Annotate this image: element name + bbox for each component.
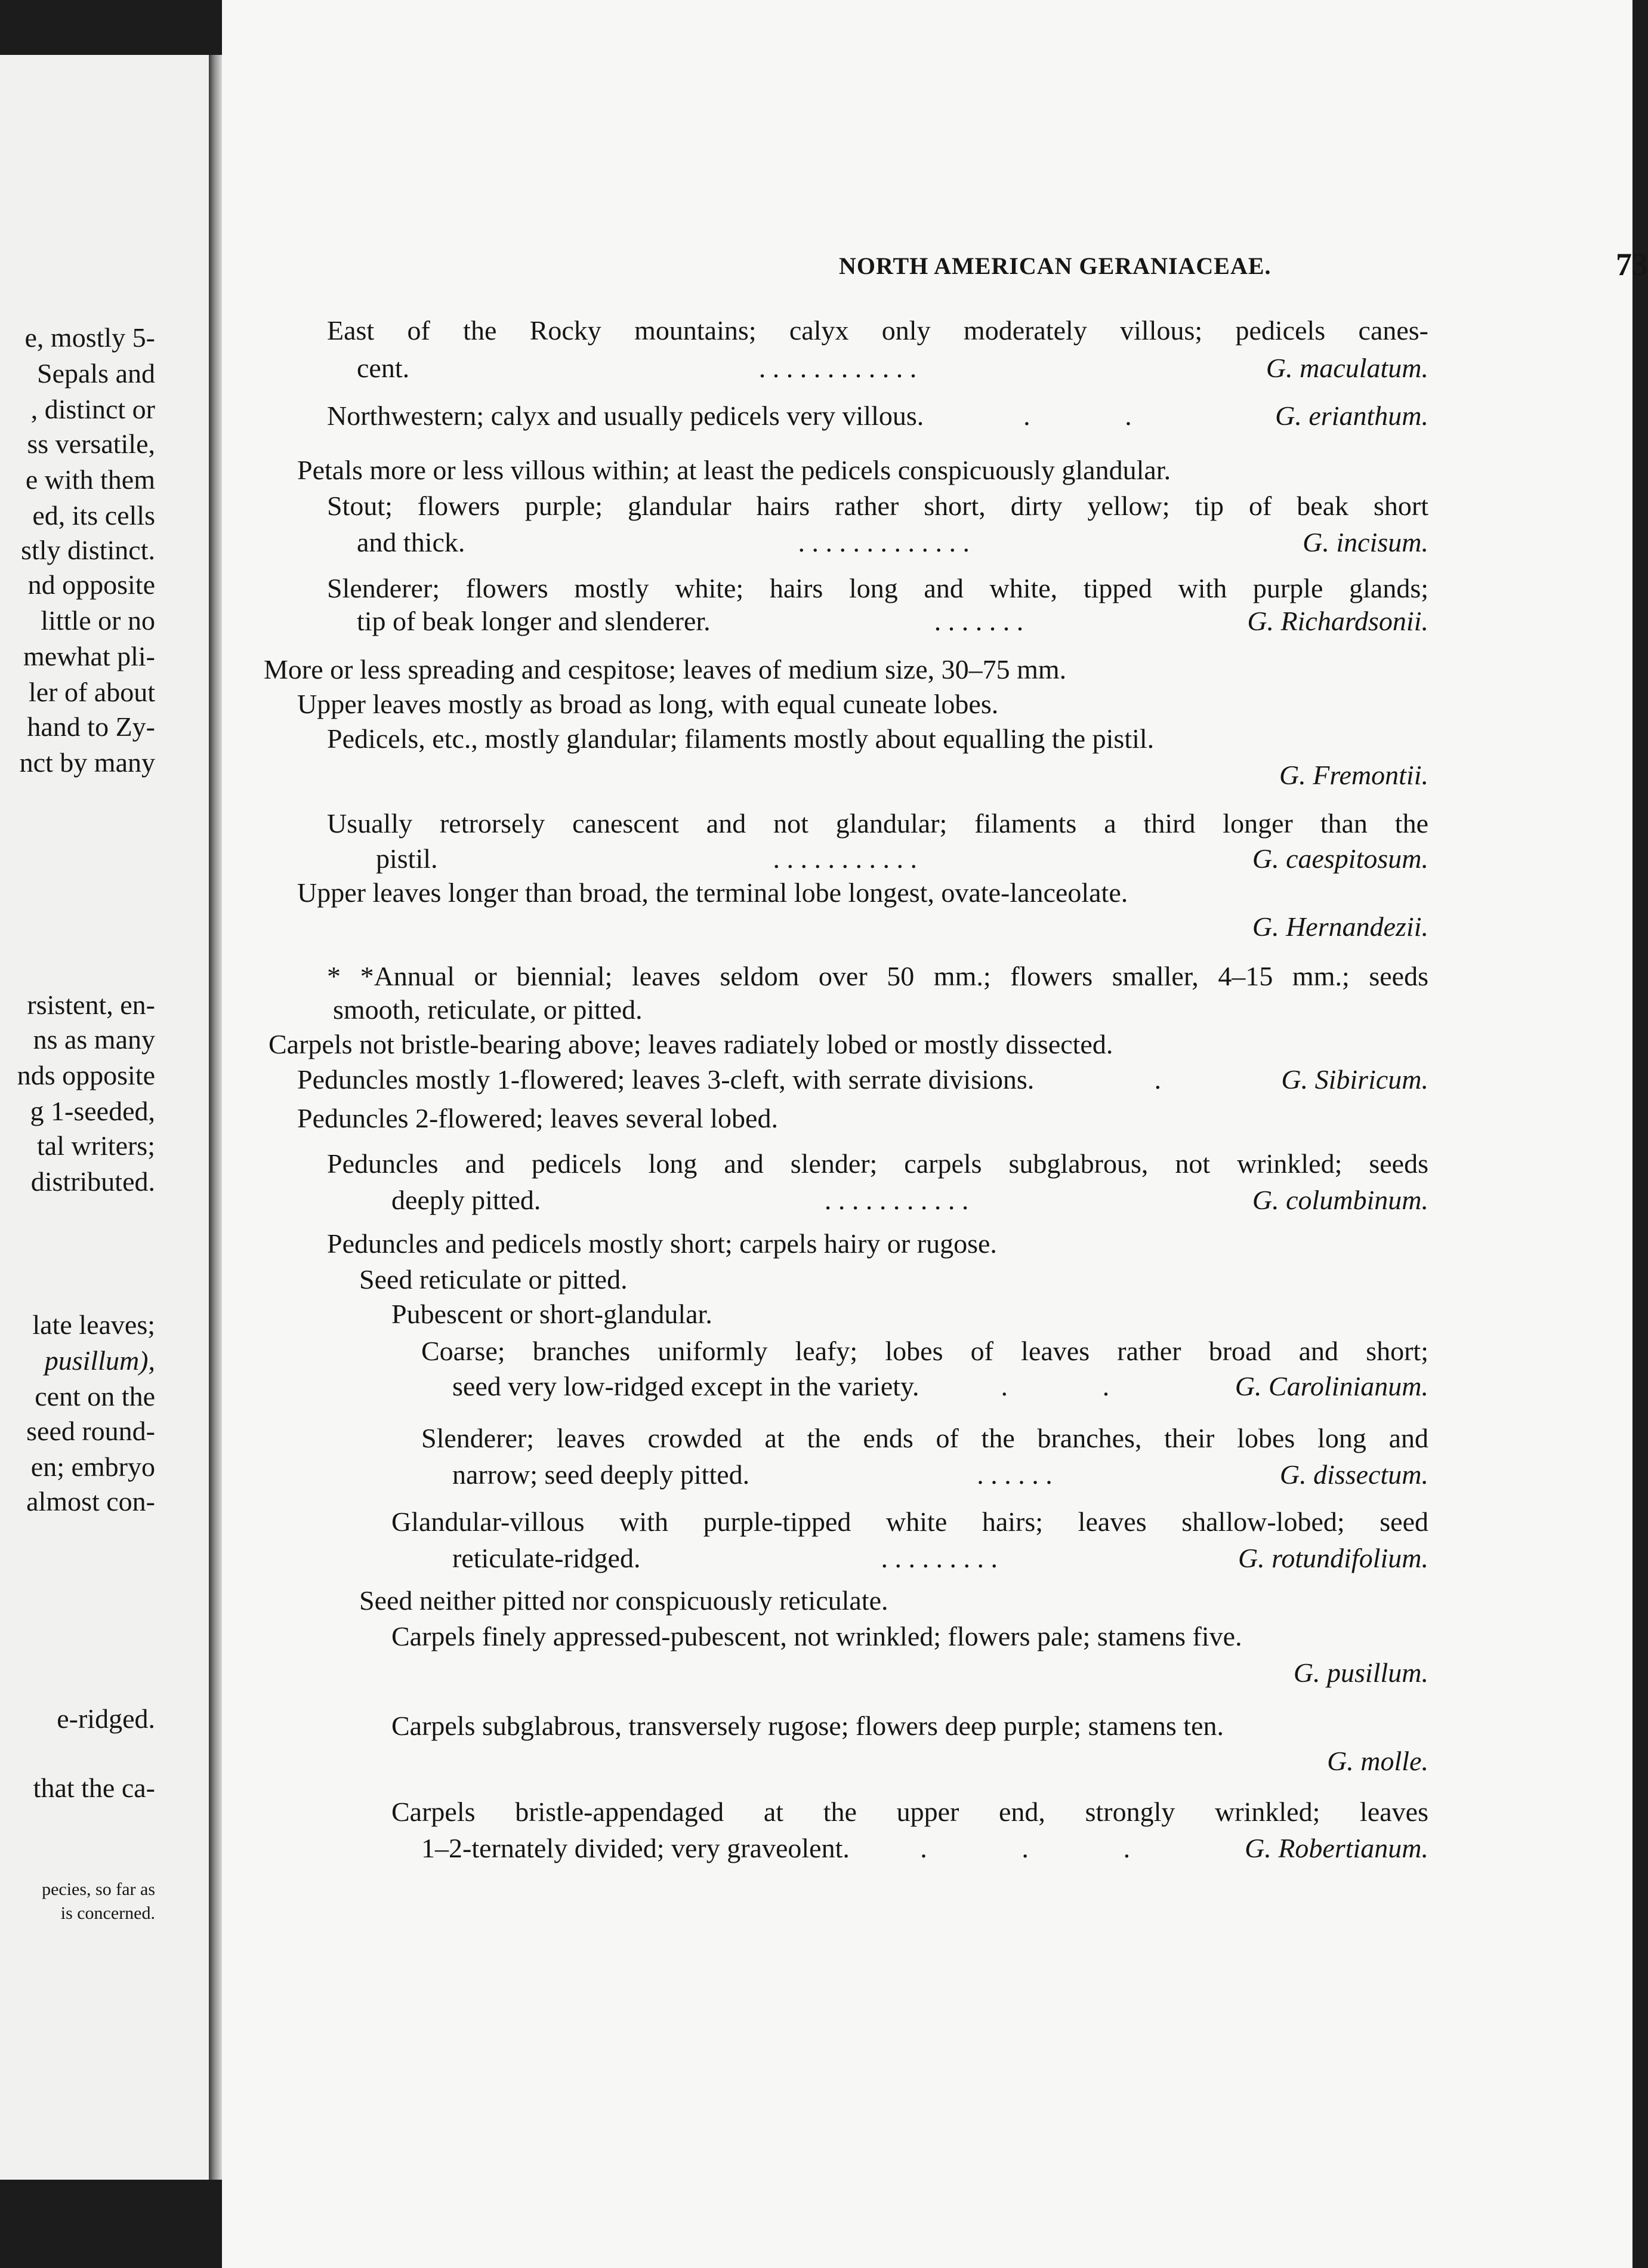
key-line: reticulate-ridged. . . . . . . . . . G. rotundifolium.	[452, 1543, 1428, 1573]
key-line: Carpels finely appressed-pubescent, not wrinkled; flowers pale; stamens five.	[391, 1621, 1242, 1651]
key-line: Carpels subglabrous, transversely rugose; flowers deep purple; stamens ten.	[391, 1711, 1224, 1741]
species-name: G. Richardsonii.	[1247, 606, 1428, 636]
species-name: G. Hernandezii.	[1252, 911, 1428, 942]
species-name: G. Fremontii.	[1279, 760, 1428, 790]
species-name: G. Robertianum.	[1245, 1833, 1428, 1863]
key-line: seed very low-ridged except in the variety. . . G. Carolinianum.	[452, 1371, 1428, 1401]
left-page-line: nct by many	[19, 747, 155, 778]
species-name: G. erianthum.	[1275, 400, 1428, 431]
key-line: Petals more or less villous within; at least the pedicels conspicuously glandular.	[297, 455, 1171, 485]
left-page-line: hand to Zy-	[27, 711, 155, 742]
key-line: Slenderer; flowers mostly white; hairs long and white, tipped with purple glands;	[327, 573, 1428, 603]
left-page-line: g 1-seeded,	[30, 1096, 155, 1126]
key-line: tip of beak longer and slenderer. . . . . . . . G. Richardsonii.	[357, 606, 1428, 636]
left-page-line: ss versatile,	[27, 429, 155, 459]
left-page-line: almost con-	[26, 1486, 155, 1517]
key-line: Northwestern; calyx and usually pedicels very villous. . . G. erianthum.	[327, 400, 1428, 431]
left-page-line: ed, its cells	[32, 500, 155, 531]
key-line: cent. . . . . . . . . . . . . G. maculatum.	[357, 353, 1428, 383]
key-line: narrow; seed deeply pitted. . . . . . . G. dissectum.	[452, 1459, 1428, 1490]
key-line: * *Annual or biennial; leaves seldom over 50 mm.; flowers smaller, 4–15 mm.; seeds	[327, 961, 1428, 991]
species-name: G. dissectum.	[1279, 1459, 1428, 1490]
left-page-footnote: is concerned.	[60, 1903, 155, 1923]
left-page-line: , distinct or	[30, 394, 155, 424]
species-name: G. pusillum.	[1293, 1657, 1428, 1688]
key-line: Pedicels, etc., mostly glandular; filaments mostly about equalling the pistil.	[327, 723, 1155, 754]
left-page-line: nd opposite	[27, 569, 155, 600]
left-page-line: ns as many	[33, 1024, 155, 1055]
left-page-footnote: pecies, so far as	[42, 1879, 155, 1899]
left-page-line: stly distinct.	[21, 535, 155, 565]
key-line: Stout; flowers purple; glandular hairs rather short, dirty yellow; tip of beak short	[327, 491, 1428, 521]
key-line: More or less spreading and cespitose; leaves of medium size, 30–75 mm.	[264, 654, 1067, 685]
running-header: NORTH AMERICAN GERANIACEAE.	[839, 252, 1272, 279]
left-page-line: e, mostly 5-	[24, 322, 155, 353]
key-line: East of the Rocky mountains; calyx only moderately villous; pedicels canes-	[327, 315, 1428, 346]
key-line: Peduncles and pedicels long and slender; carpels subglabrous, not wrinkled; seeds	[327, 1148, 1428, 1179]
species-name: G. molle.	[1327, 1746, 1428, 1776]
left-page-line: seed round-	[26, 1416, 155, 1446]
key-line: Pubescent or short-glandular.	[391, 1299, 712, 1329]
left-page-line: ler of about	[28, 677, 155, 707]
species-name: G. columbinum.	[1252, 1185, 1428, 1215]
left-page-line: late leaves;	[32, 1309, 155, 1340]
left-page-line: rsistent, en-	[27, 990, 155, 1020]
key-line: Usually retrorsely canescent and not glandular; filaments a third longer than the	[327, 808, 1428, 839]
left-page-line: cent on the	[35, 1381, 155, 1412]
left-page-line: little or no	[41, 605, 155, 636]
key-line: Slenderer; leaves crowded at the ends of the branches, their lobes long and	[421, 1423, 1428, 1453]
key-line: Seed reticulate or pitted.	[359, 1264, 628, 1295]
key-line: 1–2-ternately divided; very graveolent. . . . G. Robertianum.	[421, 1833, 1428, 1863]
key-line: Carpels bristle-appendaged at the upper end, strongly wrinkled; leaves	[391, 1796, 1428, 1827]
species-name: G. Sibiricum.	[1281, 1064, 1428, 1095]
left-page-line: Sepals and	[36, 358, 155, 389]
key-line: Glandular-villous with purple-tipped white hairs; leaves shallow-lobed; seed	[391, 1506, 1428, 1537]
left-page-line: nds opposite	[17, 1060, 155, 1090]
left-page-line: pusillum),	[44, 1345, 155, 1376]
key-line: and thick. . . . . . . . . . . . . . G. incisum.	[357, 527, 1428, 557]
key-line: smooth, reticulate, or pitted.	[333, 994, 643, 1025]
left-page-line: tal writers;	[37, 1130, 155, 1161]
key-line: Peduncles mostly 1-flowered; leaves 3-cleft, with serrate divisions. . G. Sibiricum.	[297, 1064, 1428, 1095]
key-line: Peduncles and pedicels mostly short; carpels hairy or rugose.	[327, 1228, 997, 1259]
species-name: G. maculatum.	[1266, 353, 1428, 383]
book-gutter	[209, 55, 222, 2180]
species-name: G. incisum.	[1303, 527, 1428, 557]
left-page-line: e-ridged.	[57, 1703, 155, 1734]
left-page-line: e with them	[25, 464, 155, 495]
key-line: Upper leaves longer than broad, the terminal lobe longest, ovate-lanceolate.	[297, 877, 1128, 908]
left-page-line: mewhat pli-	[23, 641, 155, 671]
key-line: Carpels not bristle-bearing above; leaves radiately lobed or mostly dissected.	[269, 1029, 1113, 1059]
key-line: pistil. . . . . . . . . . . . G. caespitosum.	[376, 843, 1428, 874]
left-page-line: en; embryo	[30, 1452, 155, 1482]
species-name: G. rotundifolium.	[1237, 1543, 1428, 1573]
species-name: G. caespitosum.	[1252, 843, 1428, 874]
key-line: Seed neither pitted nor conspicuously reticulate.	[359, 1585, 888, 1616]
key-line: Peduncles 2-flowered; leaves several lobed.	[297, 1103, 778, 1133]
left-page-line: distributed.	[30, 1166, 155, 1197]
page-number: 73	[1616, 246, 1648, 282]
key-line: Upper leaves mostly as broad as long, with equal cuneate lobes.	[297, 689, 999, 719]
key-line: deeply pitted. . . . . . . . . . . . G. columbinum.	[391, 1185, 1428, 1215]
species-name: G. Carolinianum.	[1235, 1371, 1428, 1401]
left-page-line: that the ca-	[33, 1773, 155, 1803]
left-page-edge	[0, 55, 209, 2180]
key-line: Coarse; branches uniformly leafy; lobes of leaves rather broad and short;	[421, 1336, 1428, 1366]
